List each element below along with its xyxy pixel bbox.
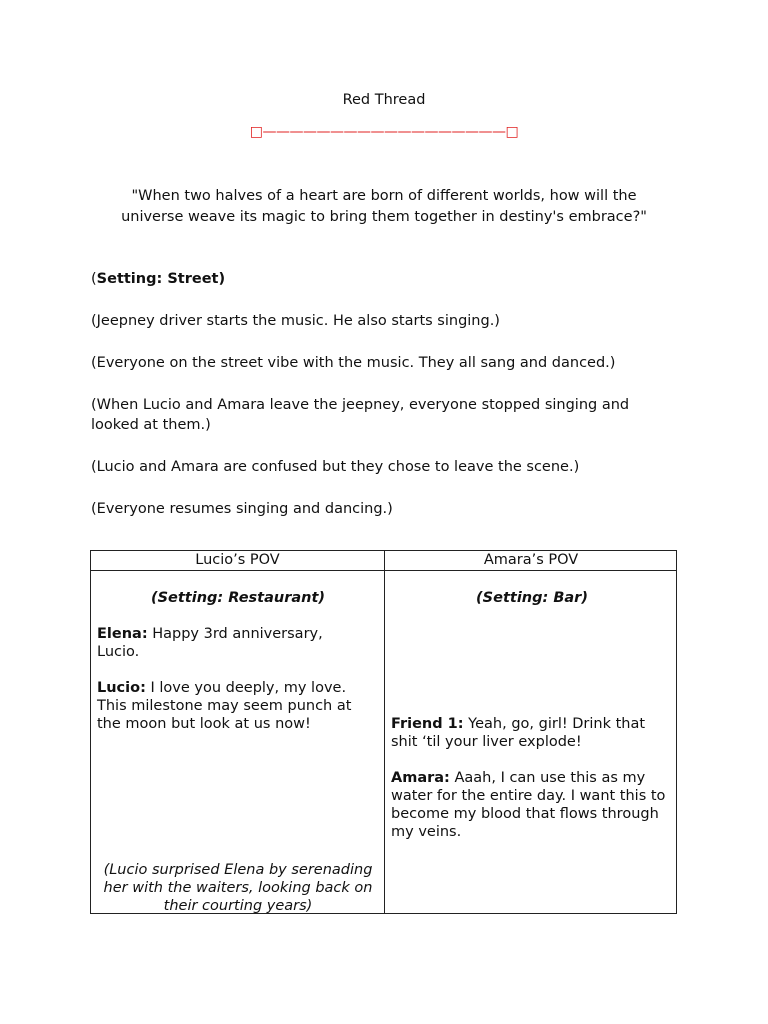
red-thread-divider: □——————————————————□ bbox=[249, 124, 519, 140]
setting-street-label: Setting: Street) bbox=[96, 271, 226, 287]
setting-street-line bbox=[91, 269, 681, 289]
friend-dialogue bbox=[391, 715, 673, 751]
header-lucio-pov: Lucio’s POV bbox=[195, 552, 280, 568]
stage-direction-5: (Everyone resumes singing and dancing.) bbox=[91, 501, 393, 517]
elena-speaker: Elena: bbox=[97, 626, 148, 642]
elena-dialogue bbox=[97, 625, 369, 661]
friend-line: Yeah, go, girl! Drink that shit ‘til your liver explode! bbox=[391, 716, 646, 750]
setting-open-paren: ( bbox=[91, 271, 97, 287]
table-header-divider bbox=[91, 570, 676, 571]
lucio-stage-direction: (Lucio surprised Elena by serenading her with the waiters, looking back on their courting years) bbox=[103, 862, 373, 914]
table-column-divider bbox=[384, 551, 385, 913]
lucio-setting-restaurant: (Setting: Restaurant) bbox=[150, 590, 326, 606]
document-title: Red Thread bbox=[342, 92, 426, 108]
lucio-dialogue bbox=[97, 679, 379, 733]
lucio-line: I love you deeply, my love. This milestone may seem punch at the moon but look at us now! bbox=[97, 680, 352, 732]
amara-line: Aaah, I can use this as my water for the entire day. I want this to become my blood that flows through my veins. bbox=[391, 770, 666, 840]
friend-speaker: Friend 1: bbox=[391, 716, 464, 732]
elena-line: Happy 3rd anniversary, Lucio. bbox=[97, 626, 323, 660]
stage-direction-2: (Everyone on the street vibe with the music. They all sang and danced.) bbox=[91, 355, 616, 371]
amara-dialogue bbox=[391, 769, 673, 841]
lucio-speaker: Lucio: bbox=[97, 680, 146, 696]
stage-direction-3: (When Lucio and Amara leave the jeepney, everyone stopped singing and looked at them.) bbox=[91, 397, 630, 433]
amara-setting-bar: (Setting: Bar) bbox=[476, 590, 588, 606]
stage-direction-4: (Lucio and Amara are confused but they chose to leave the scene.) bbox=[91, 459, 580, 475]
pov-table bbox=[90, 550, 677, 914]
opening-quote: "When two halves of a heart are born of different worlds, how will the universe weave its magic to bring them together in destiny's embrace?" bbox=[121, 188, 647, 225]
header-amara-pov: Amara’s POV bbox=[483, 552, 579, 568]
stage-direction-1: (Jeepney driver starts the music. He also starts singing.) bbox=[91, 313, 500, 329]
amara-speaker: Amara: bbox=[391, 770, 450, 786]
